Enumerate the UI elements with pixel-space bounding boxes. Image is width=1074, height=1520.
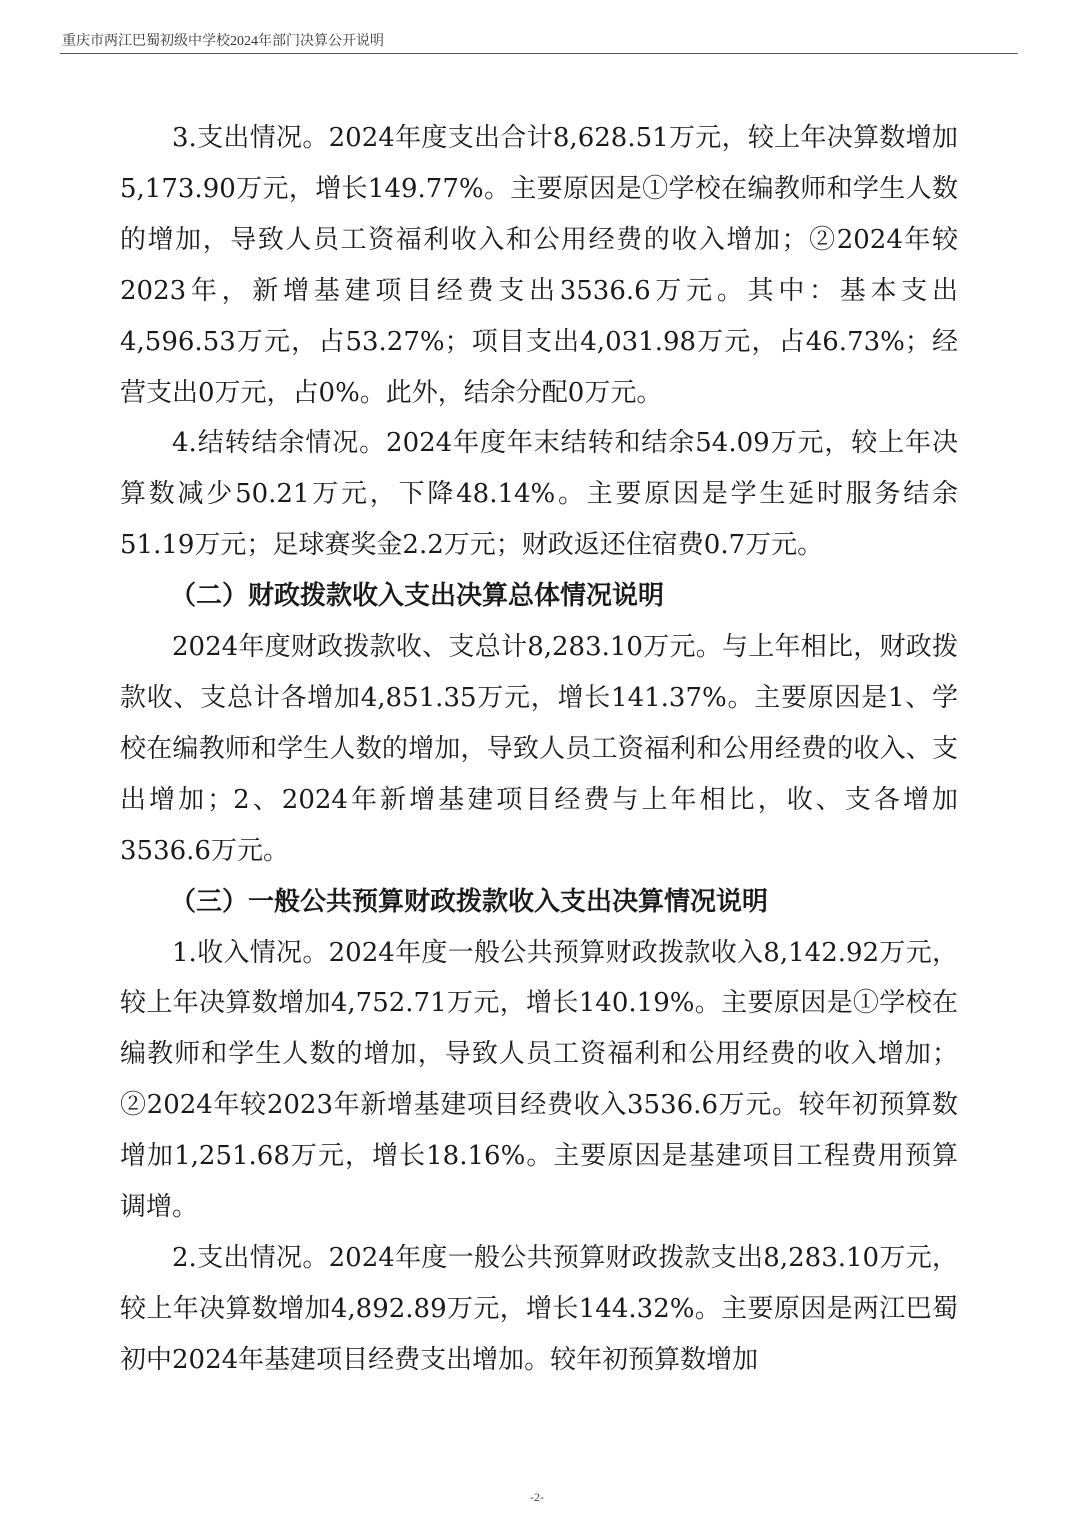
header-divider (60, 53, 1018, 54)
paragraph-general-budget-income: 1.收入情况。2024年度一般公共预算财政拨款收入8,142.92万元，较上年决算数增加4,752.71万元，增长140.19%。主要原因是①学校在编教师和学生人数的增加，导致人员工资福利和公用经费的收入增加；②2024年较2023年新增基建项目经费收入3536.6万元。较年初预算数增加1,251.68万元，增长18.16%。主要原因是基建项目工程费用预算调增。 (120, 937, 958, 1223)
paragraph-expenditure: 3.支出情况。2024年度支出合计8,628.51万元，较上年决算数增加5,173.90万元，增长149.77%。主要原因是①学校在编教师和学生人数的增加，导致人员工资福利收入和公用经费的收入增加；②2024年较2023年，新增基建项目经费支出3536.6万元。其中：基本支出4,596.53万元，占53.27%；项目支出4,031.98万元，占46.73%；经营支出0万元，占0%。此外，结余分配0万元。 (120, 123, 958, 408)
document-body (120, 113, 958, 1386)
paragraph-general-budget-expenditure: 2.支出情况。2024年度一般公共预算财政拨款支出8,283.10万元，较上年决算数增加4,892.89万元，增长144.32%。主要原因是两江巴蜀初中2024年基建项目经费支出增加。较年初预算数增加 (120, 1242, 958, 1375)
running-header: 重庆市两江巴蜀初级中学校2024年部门决算公开说明 (62, 34, 384, 49)
paragraph-fiscal-appropriation-total: 2024年度财政拨款收、支总计8,283.10万元。与上年相比，财政拨款收、支总计各增加4,851.35万元，增长141.37%。主要原因是1、学校在编教师和学生人数的增加，导致人员工资福利和公用经费的收入、支出增加；2、2024年新增基建项目经费与上年相比，收、支各增加3536.6万元。 (120, 632, 958, 866)
paragraph-carryover-balance: 4.结转结余情况。2024年度年末结转和结余54.09万元，较上年决算数减少50.21万元，下降48.14%。主要原因是学生延时服务结余51.19万元；足球赛奖金2.2万元；财政返还住宿费0.7万元。 (120, 428, 958, 561)
section-heading-general-public-budget: （三）一般公共预算财政拨款收入支出决算情况说明 (170, 886, 769, 917)
page-number: -2- (530, 1490, 544, 1504)
section-heading-fiscal-appropriation: （二）财政拨款收入支出决算总体情况说明 (170, 581, 665, 612)
